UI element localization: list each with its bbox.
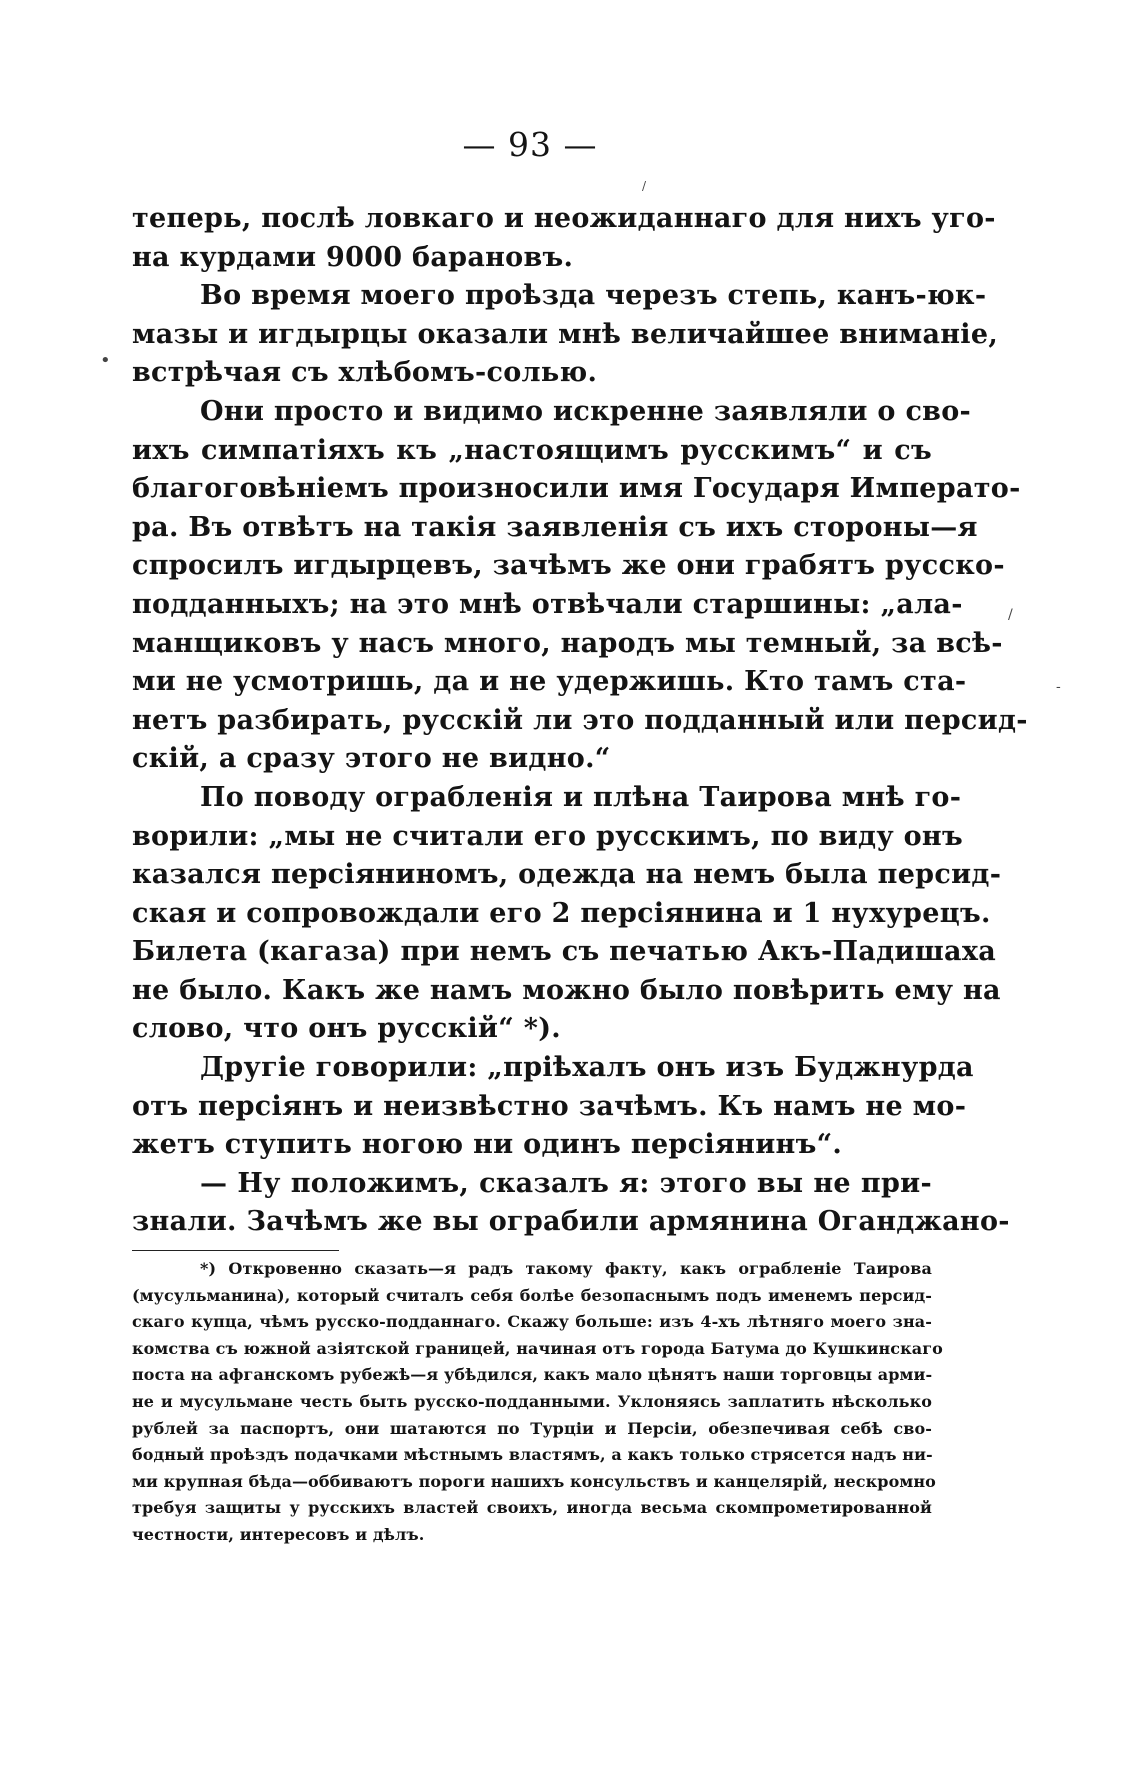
body-line: благоговѣніемъ произносили имя Государя Императо-: [132, 473, 1021, 505]
print-speck: -: [1056, 679, 1061, 695]
body-line: ми не усмотришь, да и не удержишь. Кто тамъ ста-: [132, 666, 967, 698]
print-speck: /: [642, 179, 647, 193]
footnote-line: рублей за паспортъ, они шатаются по Турціи и Персіи, обезпечивая себѣ сво-: [132, 1418, 932, 1438]
body-line: Во время моего проѣзда черезъ степь, канъ-юк-: [200, 280, 987, 312]
body-text: [132, 200, 1028, 1242]
body-line: отъ персіянъ и неизвѣстно зачѣмъ. Къ намъ не мо-: [132, 1090, 967, 1122]
body-line: слово, что онъ русскій“ *).: [132, 1013, 561, 1045]
body-line: ворили: „мы не считали его русскимъ, по виду онъ: [132, 820, 963, 852]
body-line: подданныхъ; на это мнѣ отвѣчали старшины: „ала-: [132, 588, 963, 620]
print-speck: /: [1008, 607, 1013, 623]
body-line: скій, а сразу этого не видно.“: [132, 743, 611, 775]
footnote-line: требуя защиты у русскихъ властей своихъ, иногда весьма скомпрометированной: [132, 1498, 932, 1518]
body-line: не было. Какъ же намъ можно было повѣрить ему на: [132, 974, 1001, 1006]
footnote-line: честности, интересовъ и дѣлъ.: [132, 1524, 425, 1544]
footnote-line: не и мусульмане честь быть русско-подданными. Уклоняясь заплатить нѣсколько: [132, 1391, 932, 1411]
body-line: на курдами 9000 барановъ.: [132, 241, 574, 273]
footnote-line: бодный проѣздъ подачками мѣстнымъ властямъ, а какъ только стрясется надъ ни-: [132, 1445, 933, 1465]
body-line: мазы и игдырцы оказали мнѣ величайшее вниманіе,: [132, 318, 999, 350]
footnote-line: ми крупная бѣда—оббиваютъ пороги нашихъ консульствъ и канцелярій, нескромно: [132, 1471, 936, 1491]
footnote-line: поста на афганскомъ рубежѣ—я убѣдился, какъ мало цѣнятъ наши торговцы арми-: [132, 1365, 933, 1385]
body-line: жетъ ступить ногою ни одинъ персіянинъ“.: [132, 1129, 843, 1161]
footnote-line: *) Откровенно сказать—я радъ такому факту, какъ ограбленіе Таирова: [200, 1259, 932, 1278]
body-line: казался персіяниномъ, одежда на немъ была персид-: [132, 859, 1002, 891]
body-line: Другіе говорили: „пріѣхалъ онъ изъ Буджнурда: [200, 1052, 974, 1084]
footnote-line: комства съ южной азіятской границей, начиная отъ города Батума до Кушкинскаго: [132, 1338, 943, 1358]
print-speck: •: [100, 350, 111, 371]
body-line: встрѣчая съ хлѣбомъ-солью.: [132, 357, 598, 389]
page-number: — 93 —: [462, 125, 598, 164]
body-line: Они просто и видимо искренне заявляли о сво-: [200, 395, 972, 427]
body-line: — Ну положимъ, сказалъ я: этого вы не при-: [200, 1167, 932, 1199]
body-line: ская и сопровождали его 2 персіянина и 1 нухурецъ.: [132, 897, 991, 929]
footnote-line: скаго купца, чѣмъ русско-подданнаго. Скажу больше: изъ 4-хъ лѣтняго моего зна-: [132, 1312, 932, 1332]
body-line: нетъ разбирать, русскій ли это подданный или персид-: [132, 704, 1028, 736]
footnote: [132, 1256, 943, 1549]
footnote-line: (мусульманина), который считалъ себя болѣе безопаснымъ подъ именемъ персид-: [132, 1285, 932, 1305]
body-line: ра. Въ отвѣтъ на такія заявленія съ ихъ стороны—я: [132, 511, 978, 543]
body-line: ихъ симпатіяхъ къ „настоящимъ русскимъ“ и съ: [132, 434, 932, 466]
body-line: манщиковъ у насъ много, народъ мы темный, за всѣ-: [132, 627, 1003, 659]
body-line: знали. Зачѣмъ же вы ограбили армянина Оганджано-: [132, 1206, 1010, 1238]
body-line: спросилъ игдырцевъ, зачѣмъ же они грабятъ русско-: [132, 550, 1005, 582]
body-line: теперь, послѣ ловкаго и неожиданнаго для нихъ уго-: [132, 203, 996, 234]
footnote-divider: [132, 1250, 339, 1251]
body-line: Билета (кагаза) при немъ съ печатью Акъ-Падишаха: [132, 936, 997, 968]
body-line: По поводу ограбленія и плѣна Таирова мнѣ го-: [200, 781, 962, 813]
